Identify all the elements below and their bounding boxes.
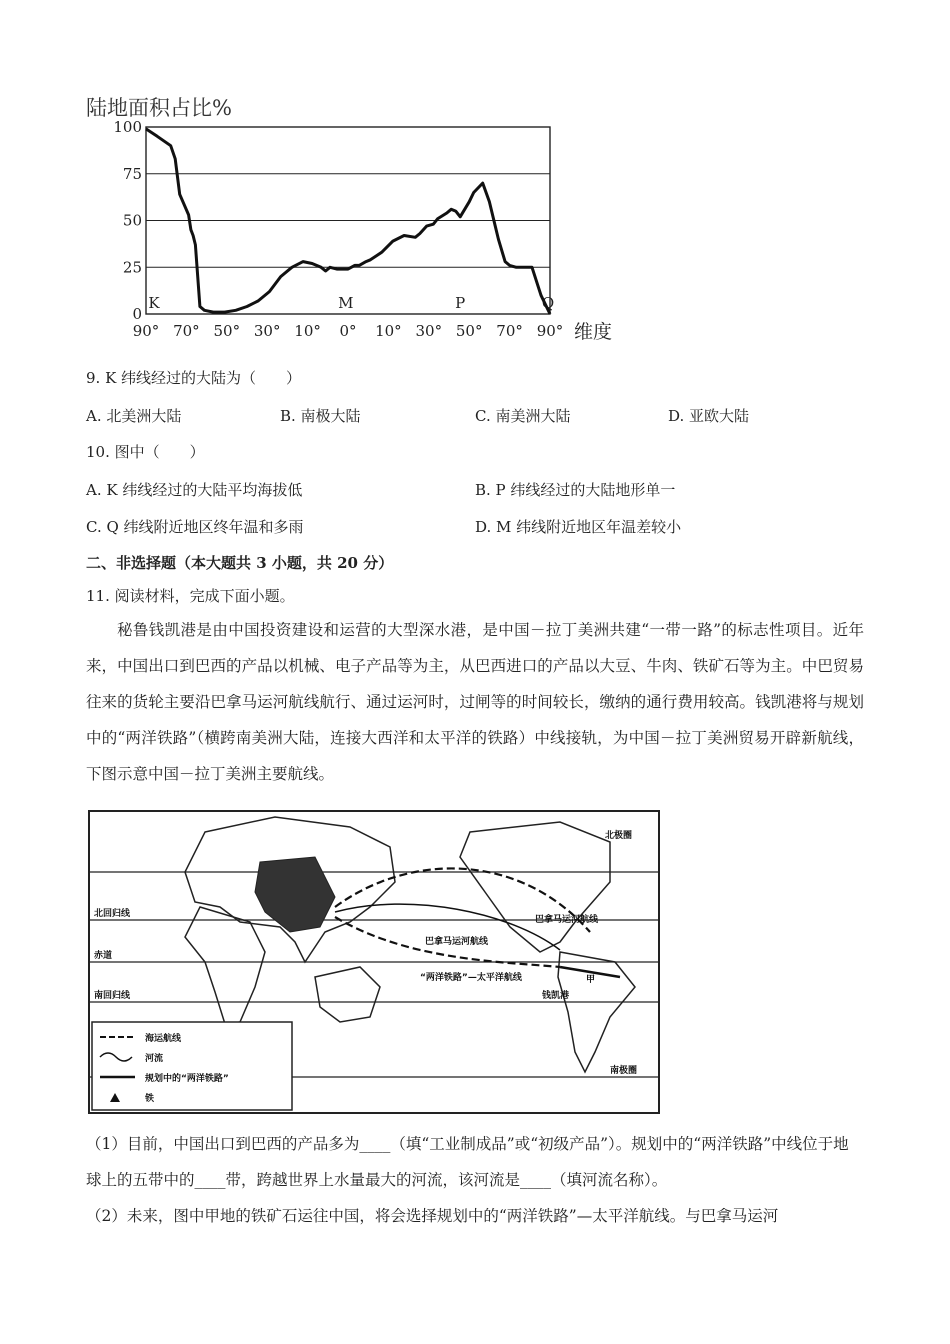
legend-river: 河流	[145, 1054, 164, 1064]
x-axis-title: 维度	[574, 321, 613, 343]
land-area-chart	[86, 110, 646, 350]
panama-route-label: 巴拿马运河航线	[535, 915, 599, 925]
china-shape	[255, 857, 335, 932]
x-tick-label-9: 70°	[496, 322, 523, 340]
south-america-outline	[558, 952, 635, 1072]
land-share-series-line	[146, 129, 550, 314]
x-tick-label-0: 90°	[132, 322, 160, 340]
world-route-map	[88, 810, 660, 1114]
antarctic-label: 南极圈	[610, 1066, 638, 1076]
q11-stem: 11. 阅读材料，完成下面小题。	[86, 587, 295, 605]
panama-route-label-2: 巴拿马运河航线	[425, 937, 489, 947]
q9-option-d[interactable]: D. 亚欧大陆	[668, 407, 750, 425]
africa-outline	[185, 907, 265, 1024]
q11-material: 秘鲁钱凯港是由中国投资建设和运营的大型深水港，是中国－拉丁美洲共建“一带一路”的标志性项目。近年来，中国出口到巴西的产品以机械、电子产品等为主，从巴西进口的产品以大豆、牛肉、铁矿石等为主。中巴贸易往来的货轮主要沿巴拿马运河航线航行、通过运河时，过闸等的时间较长，缴纳的通行费用较高。钱凯港将与规划中的“两洋铁路”（横跨南美洲大陆，连接大西洋和太平洋的铁路）中线接轨，为中国－拉丁美洲贸易开辟新航线，下图示意中国－拉丁美洲主要航线。	[86, 621, 864, 783]
section-heading: 二、非选择题（本大题共 3 小题，共 20 分）	[86, 554, 394, 572]
q9-option-b[interactable]: B. 南极大陆	[280, 407, 361, 425]
y-tick-label-25: 25	[122, 258, 142, 277]
y-tick-label-75: 75	[122, 164, 142, 183]
north-america-outline	[460, 822, 610, 952]
q9-option-a[interactable]: A. 北美洲大陆	[86, 407, 182, 425]
tropic-north-label: 北回归线	[94, 909, 131, 919]
tropic-south-label: 南回归线	[94, 991, 131, 1001]
x-tick-label-2: 50°	[213, 322, 241, 340]
x-tick-label-8: 50°	[455, 322, 483, 340]
q11-sub1: （1）目前，中国出口到巴西的产品多为____（填“工业制成品”或“初级产品”）。规划中的“两洋铁路”中线位于地球上的五带中的____带，跨越世界上水量最大的河流，该河流是____（填河流名称）。	[86, 1135, 849, 1189]
q9-stem: 9. K 纬线经过的大陆为（ ）	[86, 369, 302, 387]
q10-option-a[interactable]: A. K 纬线经过的大陆平均海拔低	[86, 481, 303, 499]
legend-rail: 规划中的“两洋铁路”	[145, 1074, 229, 1084]
x-tick-label-5: 0°	[339, 322, 357, 340]
y-tick-label-100: 100	[113, 118, 142, 136]
x-tick-label-10: 90°	[536, 322, 564, 340]
x-tick-label-1: 70°	[173, 322, 200, 340]
y-tick-label-0: 0	[132, 305, 142, 323]
q10-option-b[interactable]: B. P 纬线经过的大陆地形单一	[475, 481, 676, 499]
lat-marker-P: P	[455, 294, 466, 312]
x-tick-label-7: 30°	[415, 322, 443, 340]
lat-marker-M: M	[338, 294, 354, 312]
q9-option-c[interactable]: C. 南美洲大陆	[475, 407, 571, 425]
q10-option-d[interactable]: D. M 纬线附近地区年温差较小	[475, 518, 682, 536]
legend-iron: 铁	[145, 1094, 155, 1104]
map-legend-box	[92, 1022, 292, 1110]
y-tick-label-50: 50	[122, 211, 142, 230]
australia-outline	[315, 967, 380, 1022]
lat-marker-Q: Q	[541, 294, 555, 312]
x-tick-label-6: 10°	[375, 322, 402, 340]
rail-route-label: “两洋铁路”—太平洋航线	[420, 973, 522, 983]
equator-label: 赤道	[94, 951, 113, 961]
q11-sub2: （2）未来，图中甲地的铁矿石运往中国，将会选择规划中的“两洋铁路”—太平洋航线。与巴拿马运河	[86, 1207, 779, 1225]
qiankai-port-label: 钱凯港	[542, 991, 570, 1001]
legend-sea-route: 海运航线	[145, 1034, 182, 1044]
q10-stem: 10. 图中（ ）	[86, 443, 205, 461]
x-tick-label-3: 30°	[253, 322, 281, 340]
x-tick-label-4: 10°	[294, 322, 321, 340]
arctic-label-east: 北极圈	[605, 831, 633, 841]
chart-title: 陆地面积占比%	[86, 96, 232, 120]
lat-marker-K: K	[148, 294, 160, 312]
q10-option-c[interactable]: C. Q 纬线附近地区终年温和多雨	[86, 518, 304, 536]
jia-label: 甲	[586, 975, 596, 985]
